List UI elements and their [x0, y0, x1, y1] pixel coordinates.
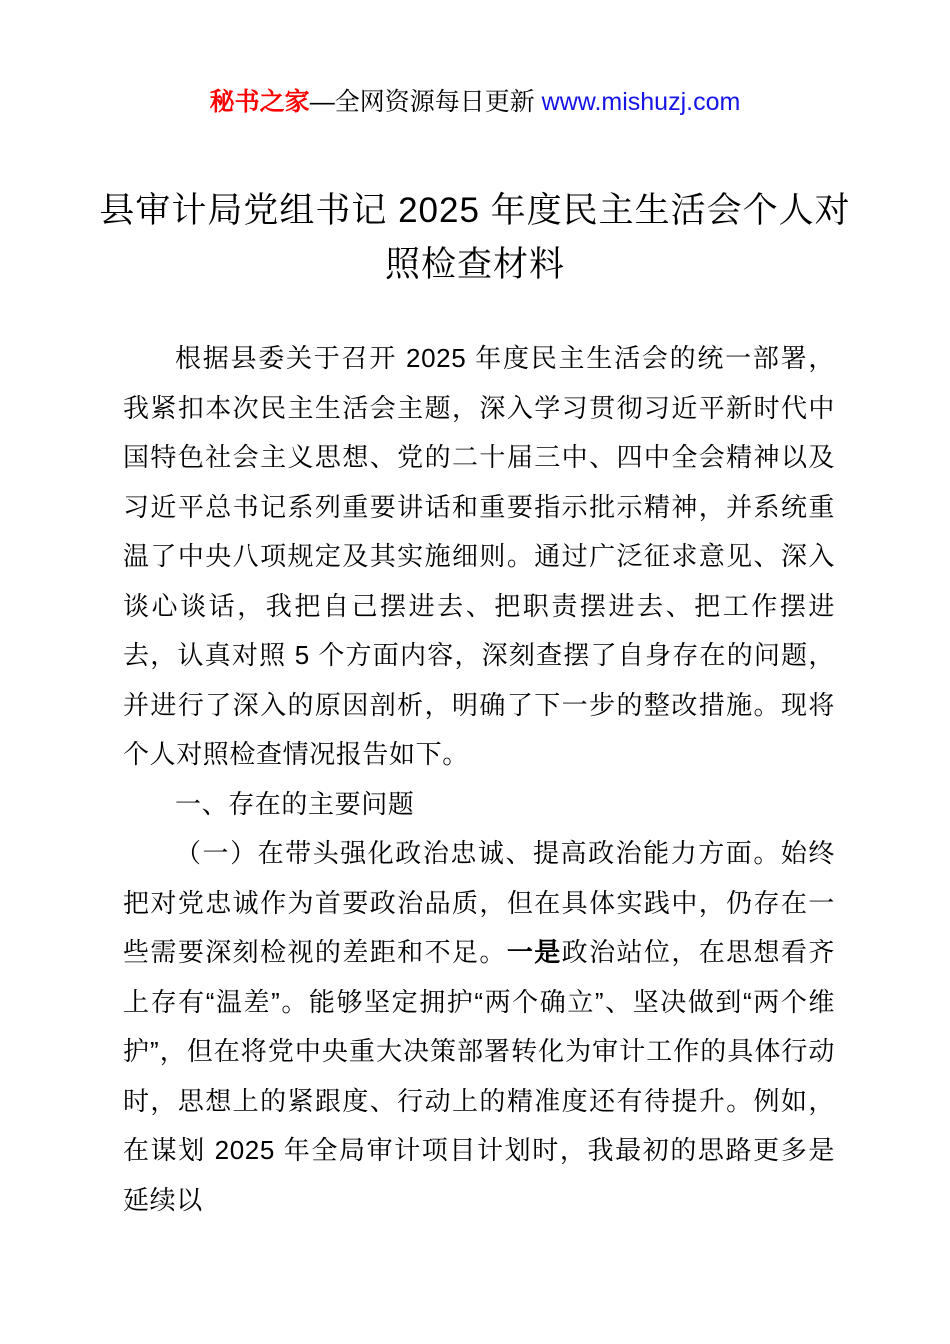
site-url-link[interactable]: www.mishuzj.com — [541, 88, 741, 116]
section-heading-problems: 一、存在的主要问题 — [175, 788, 415, 819]
banner-dash: — — [309, 88, 335, 116]
document-title: 县审计局党组书记 2025 年度民主生活会个人对照检查材料 — [99, 191, 851, 284]
intro-paragraph: 根据县委关于召开 2025 年度民主生活会的统一部署，我紧扣本次民主生活会主题，深入学习贯彻习近平新时代中国特色社会主义思想、党的二十届三中、四中全会精神以及习近平总书记系列重要讲话和重要指示批示精神，并系统重温了中央八项规定及其实施细则。通过广泛征求意见、深入谈心谈话，我把自己摆进去、把职责摆进去、把工作摆进去，认真对照 5 个方面内容，深刻查摆了自身存在的问题，并进行了深入的原因剖析，明确了下一步的整改措施。现将个人对照检查情况报告如下。 — [123, 343, 835, 769]
site-tagline: 全网资源每日更新 — [334, 88, 535, 116]
site-brand: 秘书之家 — [209, 88, 310, 116]
document-body — [123, 334, 835, 1225]
text-run: 政治站位，在思想看齐上存有“温差”。能够坚定拥护“两个确立”、坚决做到“两个维护”，但在将党中央重大决策部署转化为审计工作的具体行动时，思想上的紧跟度、行动上的精准度还有待提升。例如，在谋划 2025 年全局审计项目计划时，我最初的思路更多是延续以 — [123, 937, 835, 1215]
site-banner — [0, 0, 950, 120]
emphasis-run: 一是 — [506, 937, 562, 967]
subsection-paragraph-political-loyalty — [123, 829, 835, 1225]
text-run: （一）在带头强化政治忠诚、提高政治能力方面。始终把对党忠诚作为首要政治品质，但在具体实践中，仍存在一些需要深刻检视的差距和不足。 — [123, 838, 835, 967]
